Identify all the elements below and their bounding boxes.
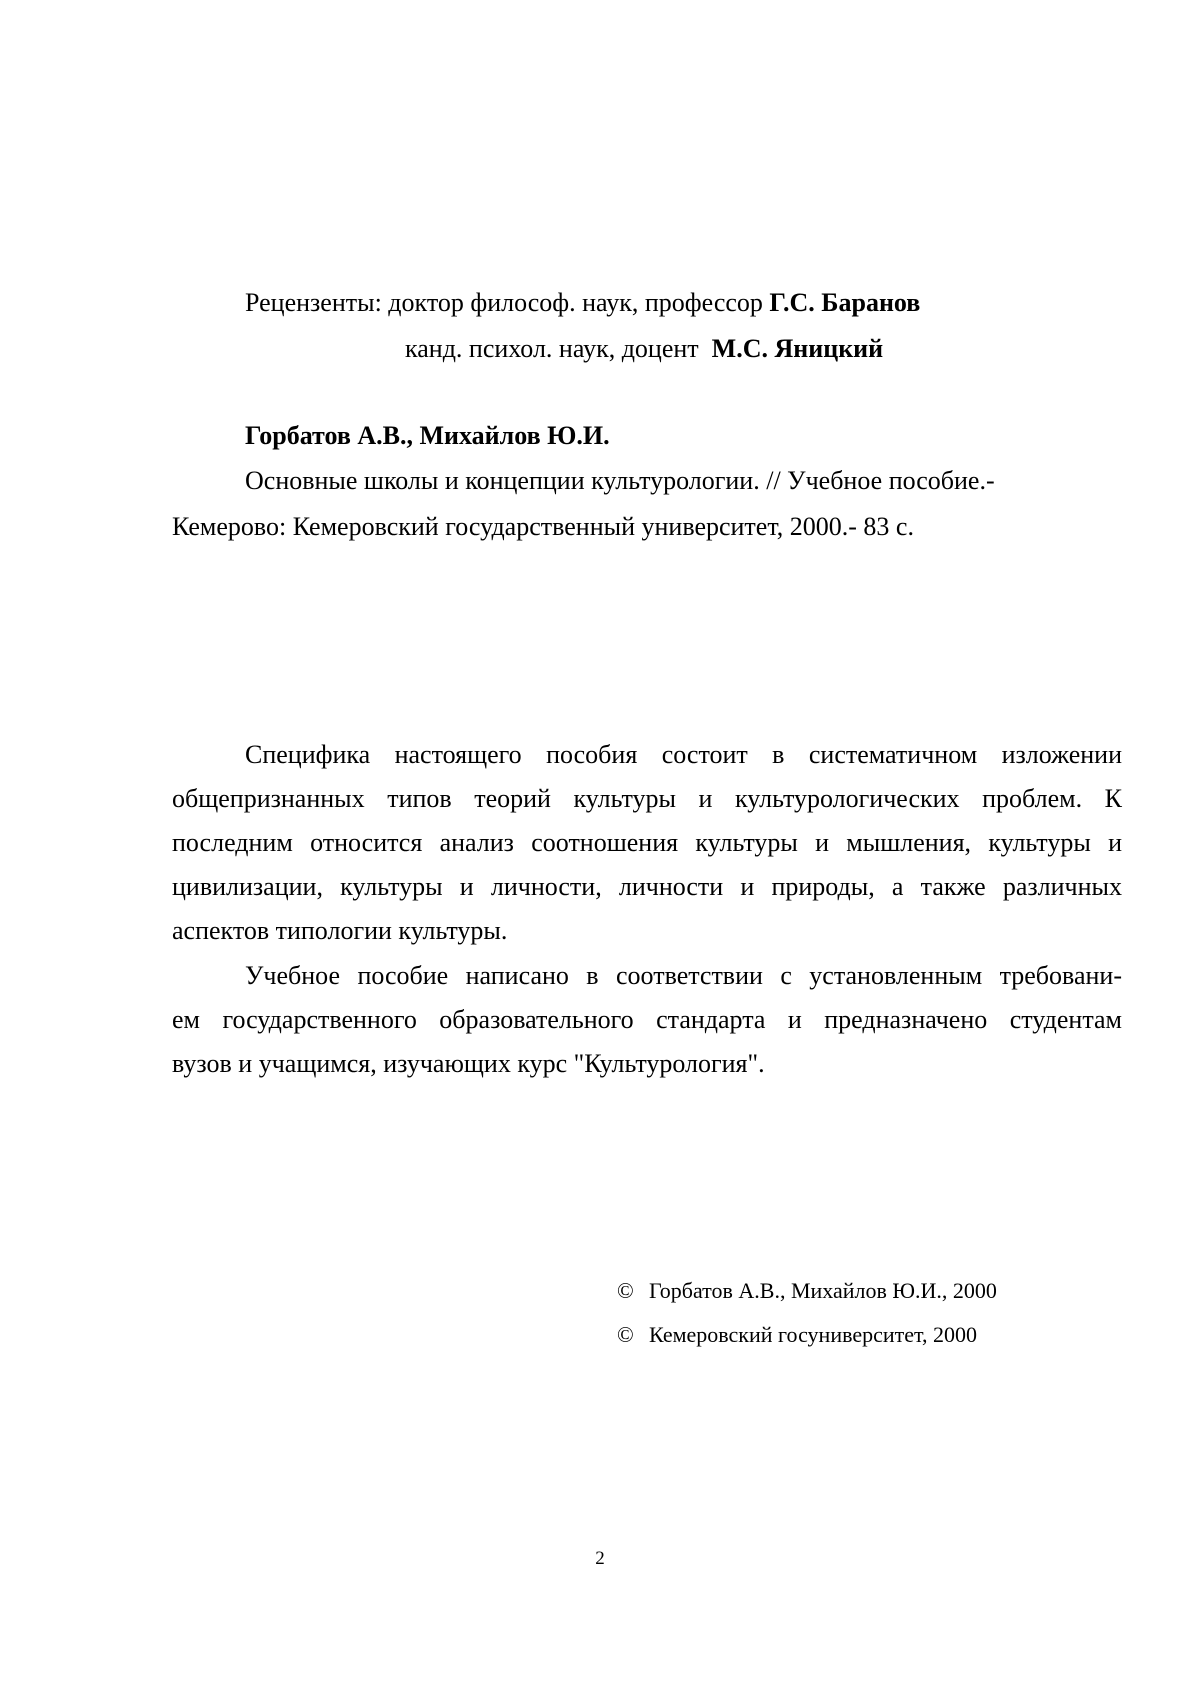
abstract-paragraph-1-line-2: общепризнанных типов теорий культуры и культурологических проблем. К [172, 784, 1122, 813]
copyright-symbol: © [617, 1278, 634, 1303]
copyright-line-university [617, 1322, 977, 1348]
bibliography-title-line: Основные школы и концепции культурологии. // Учебное пособие.- [245, 466, 995, 495]
reviewers-line-1 [245, 288, 920, 318]
copyright-line-authors [617, 1278, 997, 1304]
abstract-paragraph-1-line-4: цивилизации, культуры и личности, личности и природы, а также различных [172, 872, 1122, 901]
reviewer-2-name: М.С. Яницкий [711, 334, 884, 363]
abstract-paragraph-2-line-1: Учебное пособие написано в соответствии с установленным требовани- [245, 961, 1122, 990]
abstract-paragraph-2-line-3: вузов и учащимся, изучающих курс "Культурология". [172, 1049, 765, 1078]
abstract-paragraph-1-line-3: последним относится анализ соотношения культуры и мышления, культуры и [172, 828, 1122, 857]
bibliography-authors: Горбатов А.В., Михайлов Ю.И. [245, 421, 610, 450]
abstract-paragraph-2-line-2: ем государственного образовательного стандарта и предназначено студентам [172, 1005, 1122, 1034]
copyright-university-text: Кемеровский госуниверситет, 2000 [649, 1322, 977, 1347]
reviewers-line-2 [405, 334, 883, 364]
copyright-authors-text: Горбатов А.В., Михайлов Ю.И., 2000 [649, 1278, 997, 1303]
reviewers-prefix: Рецензенты: доктор философ. наук, профессор [245, 288, 770, 317]
bibliography-imprint-line: Кемерово: Кемеровский государственный университет, 2000.- 83 с. [172, 512, 914, 541]
page-number: 2 [595, 1548, 605, 1569]
reviewer-2-position: канд. психол. наук, доцент [405, 334, 712, 363]
copyright-symbol: © [617, 1322, 634, 1347]
reviewer-1-name: Г.С. Баранов [769, 288, 921, 317]
abstract-paragraph-1-line-5: аспектов типологии культуры. [172, 916, 508, 945]
abstract-paragraph-1-line-1: Специфика настоящего пособия состоит в систематичном изложении [245, 740, 1122, 769]
